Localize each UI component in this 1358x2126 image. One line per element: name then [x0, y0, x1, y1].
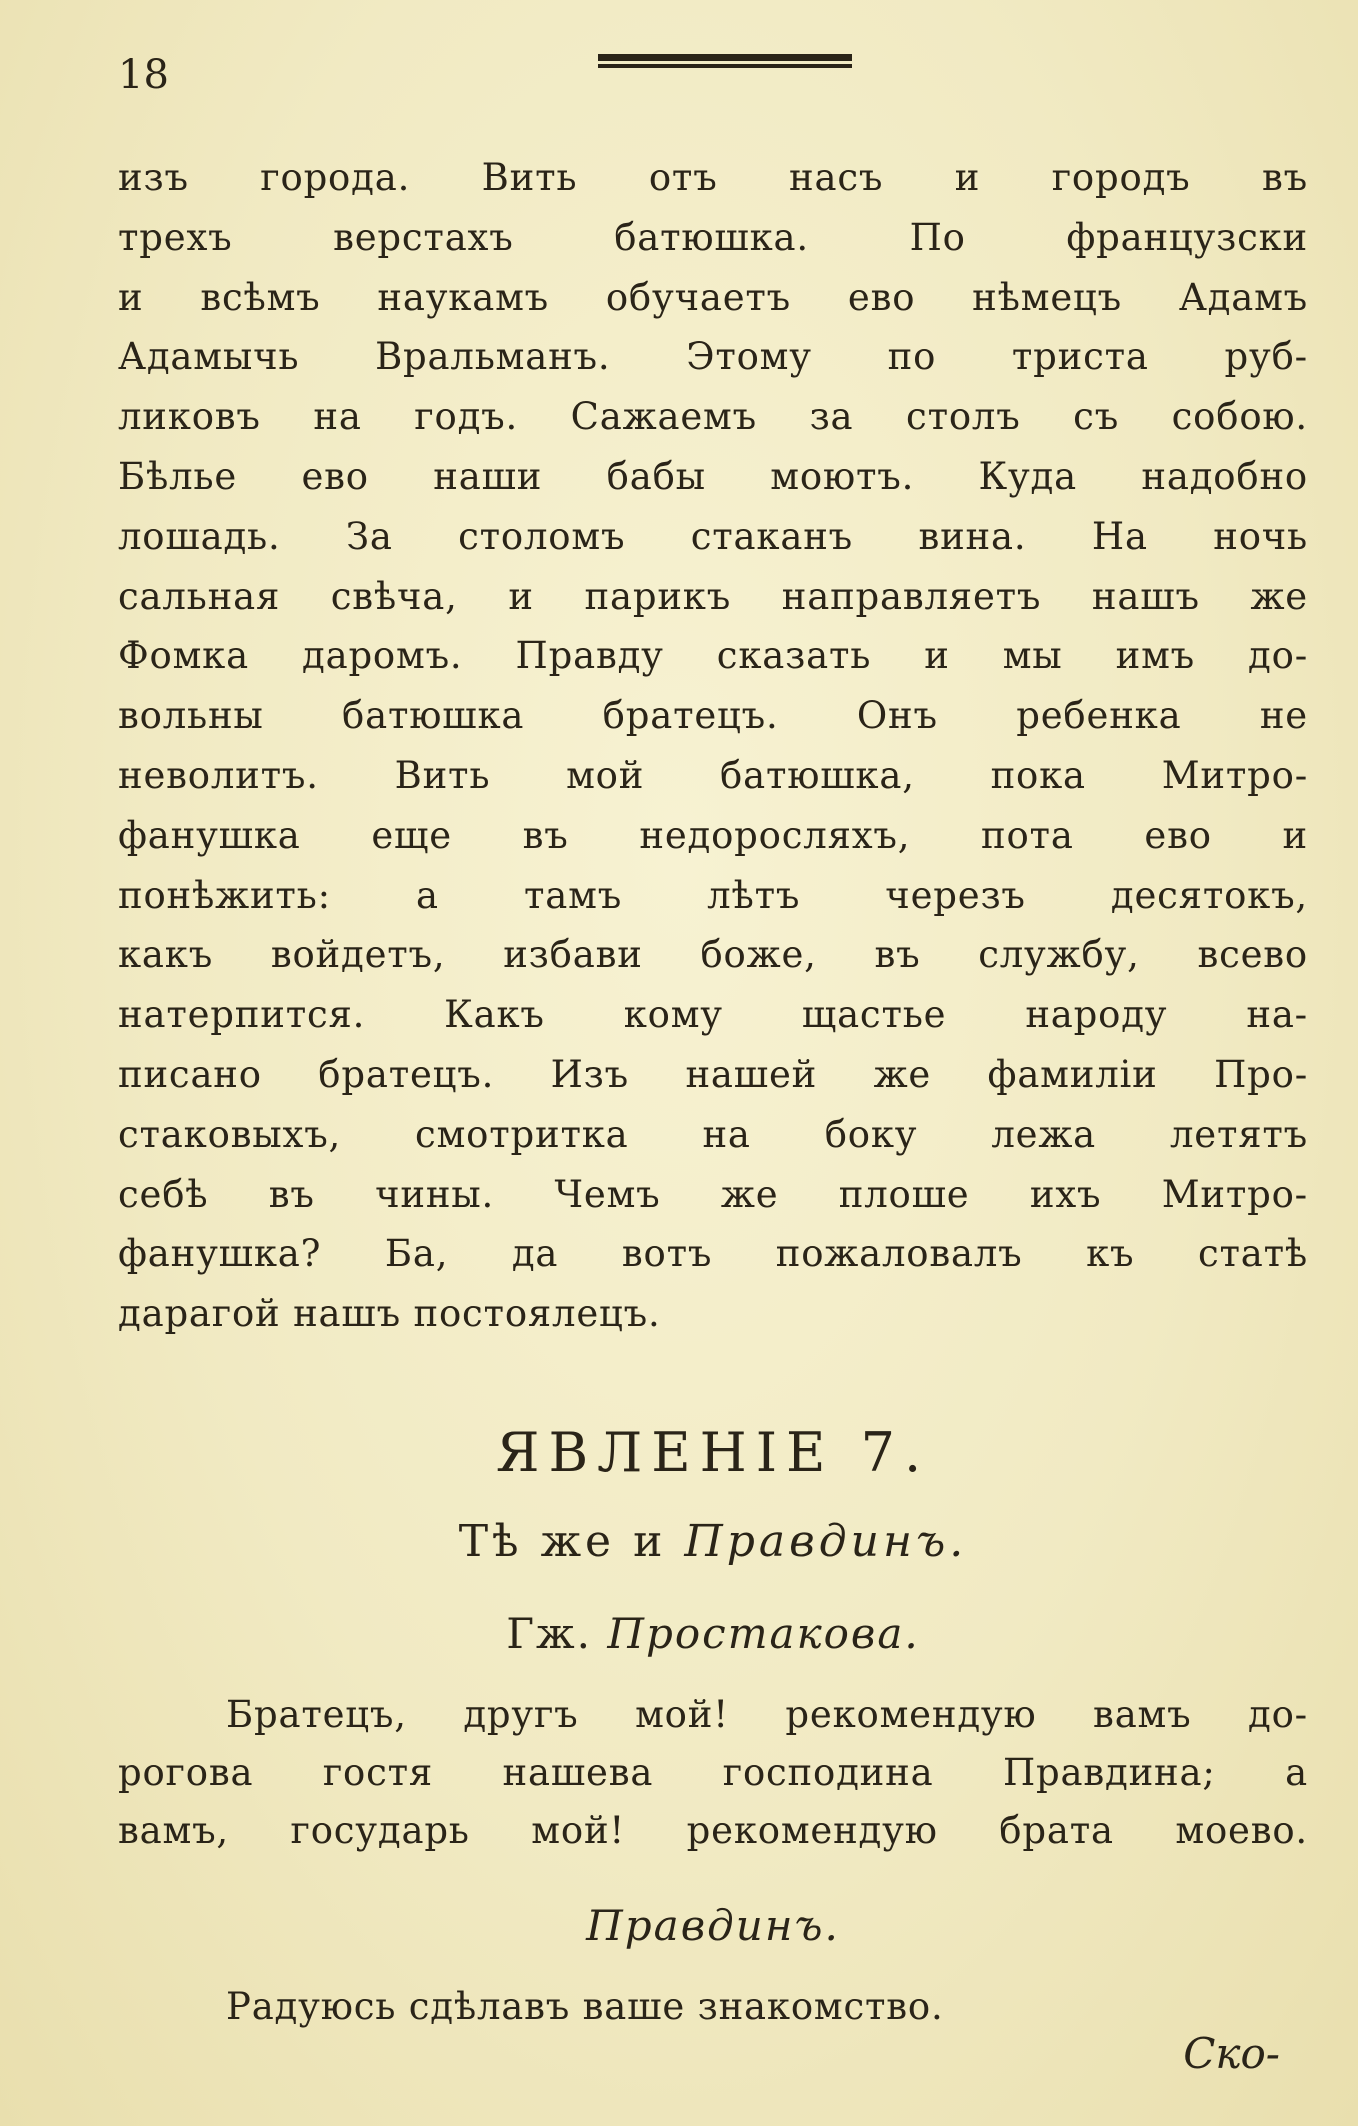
speech-line: Братецъ, другъ мой! рекомендую вамъ до- — [226, 1693, 1308, 1736]
header-rule-thick — [598, 54, 852, 61]
text-line: сальная свѣча, и парикъ направляетъ нашъ же — [118, 574, 1308, 618]
text-line: Адамычь Вральманъ. Этому по триста руб- — [118, 335, 1308, 379]
scene-characters — [118, 1510, 1308, 1574]
text-line: лошадь. За столомъ стаканъ вина. На ночь — [118, 514, 1308, 558]
speech-prostakova — [118, 1686, 1308, 1860]
text-line: Фомка даромъ. Правду сказать и мы имъ до- — [118, 634, 1308, 678]
speaker-pravdin — [118, 1896, 1308, 1956]
scene-characters-name: Правдинъ. — [684, 1516, 968, 1567]
speech-pravdin — [118, 1978, 1308, 2036]
text-line: понѣжить: а тамъ лѣтъ черезъ десятокъ, — [118, 873, 1308, 917]
speech-line: Радуюсь сдѣлавъ ваше знакомство. — [226, 1985, 944, 2028]
scene-characters-prefix: Тѣ же и — [458, 1516, 685, 1567]
header-rule-thin — [598, 64, 852, 68]
text-line: дарагой нашъ постоялецъ. — [118, 1292, 661, 1336]
header-rule-ornament — [598, 54, 852, 70]
text-line: Бѣлье ево наши бабы моютъ. Куда надобно — [118, 454, 1308, 498]
text-line: неволитъ. Вить мой батюшка, пока Митро- — [118, 753, 1308, 797]
text-line: фанушка еще въ недоросляхъ, пота ево и — [118, 813, 1308, 857]
text-line: трехъ верстахъ батюшка. По французски — [118, 215, 1308, 259]
text-line: стаковыхъ, смотритка на боку лежа летятъ — [118, 1112, 1308, 1156]
text-line: фанушка? Ба, да вотъ пожаловалъ къ статѣ — [118, 1232, 1308, 1276]
speaker-title: Гж. — [506, 1609, 608, 1658]
speech-line: вамъ, государь мой! рекомендую брата моево. — [118, 1809, 1308, 1852]
catchword: Ско- — [1183, 2029, 1280, 2078]
text-line: какъ войдетъ, избави боже, въ службу, всево — [118, 933, 1308, 977]
page-number: 18 — [118, 52, 169, 98]
speaker-name: Простакова. — [607, 1609, 920, 1658]
speaker-prostakova — [118, 1604, 1308, 1664]
text-line: себѣ въ чины. Чемъ же плоше ихъ Митро- — [118, 1172, 1308, 1216]
text-line: изъ города. Вить отъ насъ и городъ въ — [118, 156, 1308, 199]
scene-heading: ЯВЛЕНІЕ 7. — [495, 1421, 931, 1484]
text-line: и всѣмъ наукамъ обучаетъ ево нѣмецъ Адамъ — [118, 275, 1308, 319]
body-text — [118, 148, 1308, 1344]
text-line: писано братецъ. Изъ нашей же фамиліи Про- — [118, 1052, 1308, 1096]
text-line: вольны батюшка братецъ. Онъ ребенка не — [118, 694, 1308, 738]
speech-line: рогова гостя нашева господина Правдина; а — [118, 1751, 1308, 1794]
speaker-name: Правдинъ. — [586, 1901, 840, 1950]
text-line: ликовъ на годъ. Сажаемъ за столъ съ собою. — [118, 395, 1308, 439]
text-line: натерпится. Какъ кому щастье народу на- — [118, 993, 1308, 1037]
